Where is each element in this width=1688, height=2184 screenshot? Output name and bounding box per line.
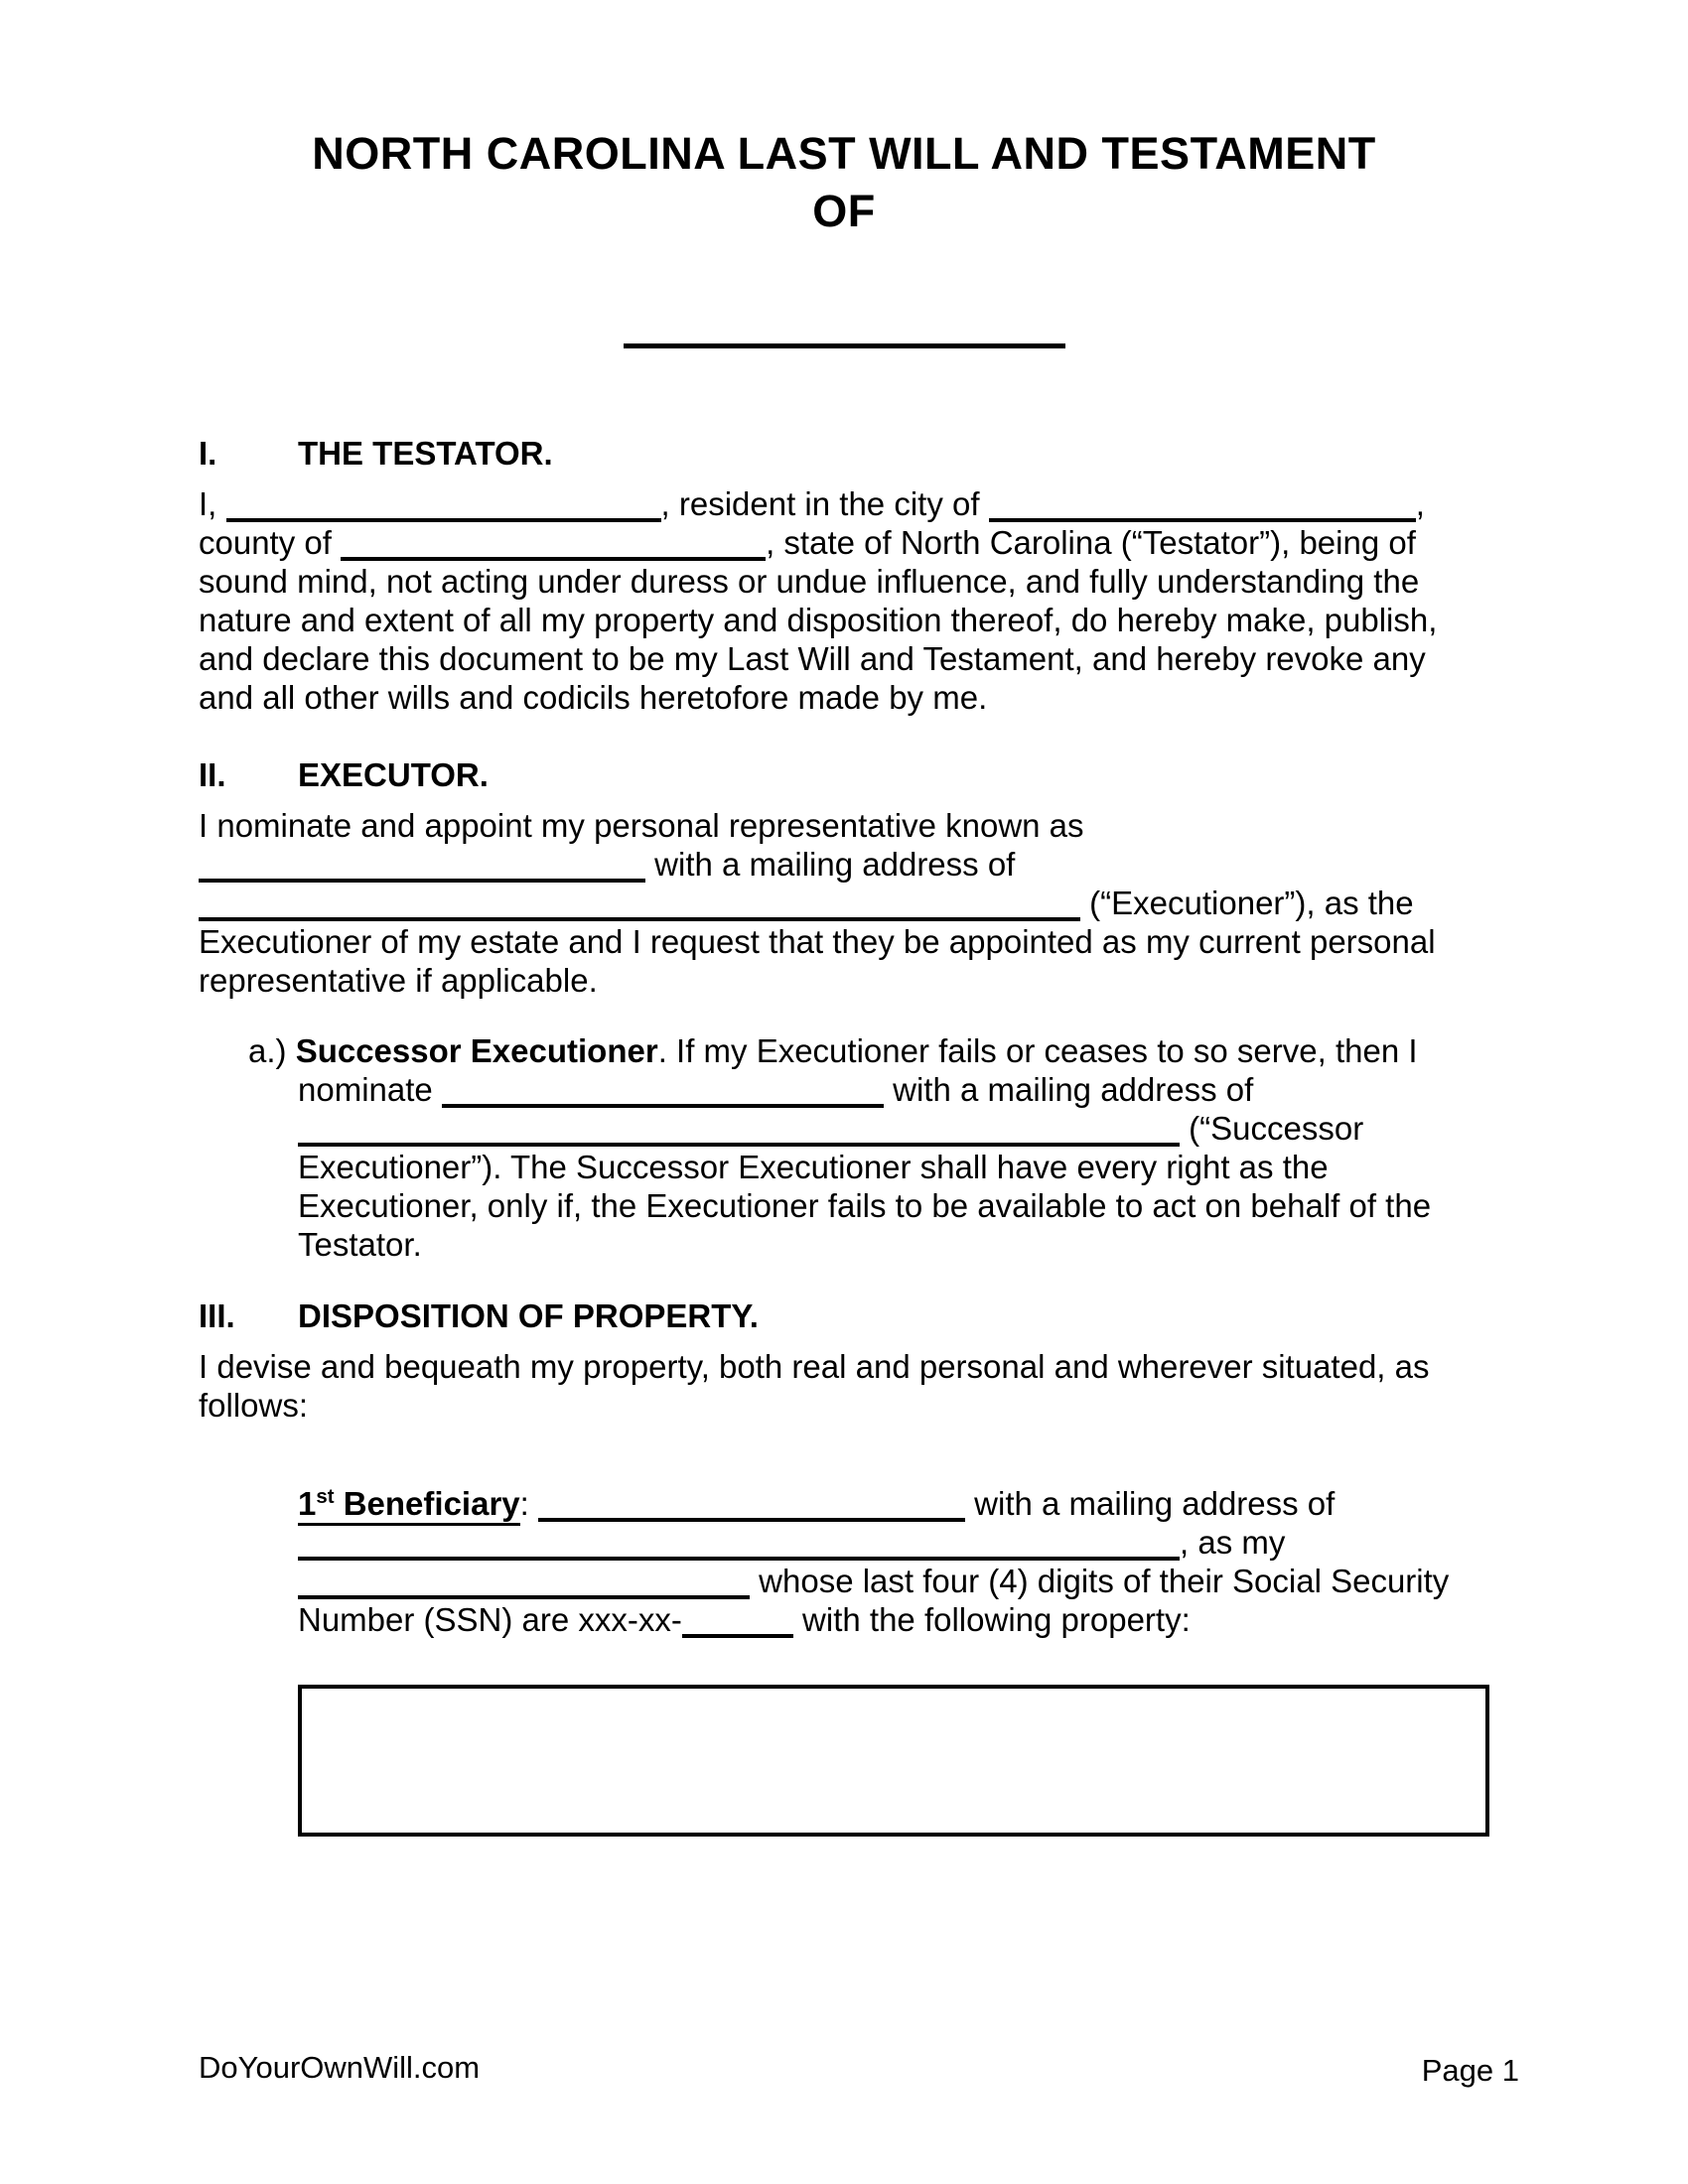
text-run: whose last four (4) digits of their Social Security [750, 1563, 1450, 1599]
title-line-1: NORTH CAROLINA LAST WILL AND TESTAMENT [312, 128, 1376, 179]
text-run: . If my Executioner fails or ceases to so serve, then I [657, 1032, 1418, 1069]
text-line [298, 1600, 1489, 1639]
text-line [199, 562, 1489, 601]
text-run: Executioner”). The Successor Executioner shall have every right as the [298, 1149, 1329, 1185]
text-run: : [519, 1485, 538, 1522]
text-run: I devise and bequeath my property, both real and personal and wherever situated, as [199, 1348, 1430, 1385]
footer-page-number: Page 1 [1421, 2053, 1519, 2088]
text-run: with a mailing address of [645, 846, 1016, 883]
section-heading-executor [199, 755, 1489, 794]
section-label: THE TESTATOR. [298, 435, 553, 472]
paragraph-disposition [199, 1347, 1489, 1425]
text-run: , as my [1180, 1524, 1286, 1561]
paragraph-first-beneficiary [199, 1484, 1489, 1639]
text-line [199, 845, 1489, 884]
blank-fill-in-field[interactable] [226, 488, 661, 522]
blank-fill-in-field[interactable] [341, 527, 766, 561]
paragraph-successor-executioner [199, 1031, 1489, 1264]
text-line [298, 1484, 1489, 1523]
text-run: Executioner of my estate and I request that they be appointed as my current personal [199, 923, 1436, 960]
section-number: I. [199, 435, 217, 472]
text-line [298, 1186, 1489, 1225]
blank-fill-in-field[interactable] [538, 1488, 965, 1522]
section-heading-testator [199, 434, 1489, 473]
text-run: and all other wills and codicils heretofore made by me. [199, 679, 988, 716]
text-line [199, 484, 1489, 523]
blank-fill-in-field[interactable] [298, 1527, 1180, 1561]
text-line [298, 1225, 1489, 1264]
section-heading-disposition [199, 1297, 1489, 1335]
text-line [199, 1347, 1489, 1386]
text-run: nature and extent of all my property and disposition thereof, do hereby make, publish, [199, 602, 1438, 638]
text-run: , state of North Carolina (“Testator”), being of [766, 524, 1416, 561]
text-run: sound mind, not acting under duress or undue influence, and fully understanding the [199, 563, 1420, 600]
text-line [199, 678, 1489, 717]
text-run: st [316, 1485, 335, 1508]
blank-fill-in-field[interactable] [298, 1566, 750, 1599]
section-number: II. [199, 756, 226, 793]
text-run: 1 [298, 1485, 317, 1522]
text-run: with a mailing address of [964, 1485, 1336, 1522]
text-run: Successor Executioner [295, 1032, 658, 1069]
text-run: county of [199, 524, 342, 561]
section-label: DISPOSITION OF PROPERTY. [298, 1297, 759, 1334]
title-line-2: OF [812, 186, 876, 236]
paragraph-testator [199, 484, 1489, 717]
text-run: Beneficiary [334, 1485, 520, 1522]
text-run: , resident in the city of [660, 485, 989, 522]
text-line [298, 1109, 1489, 1148]
text-run: with a mailing address of [883, 1071, 1254, 1108]
text-run: and declare this document to be my Last Will and Testament, and hereby revoke any [199, 640, 1426, 677]
text-run: Number (SSN) are xxx-xx- [298, 1601, 682, 1638]
blank-fill-in-field[interactable] [199, 887, 1080, 921]
text-line [298, 1070, 1489, 1109]
text-line [298, 1562, 1489, 1600]
text-run: (“Executioner”), as the [1080, 885, 1414, 921]
text-run: nominate [298, 1071, 442, 1108]
text-run: , [1415, 485, 1425, 522]
text-run: (“Successor [1180, 1110, 1364, 1147]
text-line [199, 639, 1489, 678]
text-line [199, 601, 1489, 639]
section-number: III. [199, 1297, 235, 1334]
text-line [199, 523, 1489, 562]
document-title [199, 125, 1489, 240]
blank-fill-in-field[interactable] [989, 488, 1416, 522]
text-run: a.) [248, 1032, 296, 1069]
text-run: I nominate and appoint my personal representative known as [199, 807, 1084, 844]
text-line [199, 922, 1489, 961]
text-line [298, 1523, 1489, 1562]
text-run: representative if applicable. [199, 962, 598, 999]
paragraph-executor [199, 806, 1489, 1000]
text-run: Executioner, only if, the Executioner fails to be available to act on behalf of the [298, 1187, 1432, 1224]
footer-site-name: DoYourOwnWill.com [199, 2050, 481, 2085]
document-content [199, 0, 1489, 1837]
underlined-text [298, 1485, 520, 1526]
blank-fill-in-field[interactable] [199, 849, 645, 883]
text-run: I, [199, 485, 226, 522]
blank-fill-in-field[interactable] [442, 1074, 884, 1108]
text-line [199, 806, 1489, 845]
text-line [248, 1031, 1489, 1070]
property-description-box[interactable] [298, 1685, 1489, 1837]
text-run: follows: [199, 1387, 309, 1424]
blank-fill-in-field[interactable] [682, 1604, 793, 1638]
text-line [199, 961, 1489, 1000]
blank-fill-in-field[interactable] [298, 1113, 1180, 1147]
testator-name-blank-field[interactable] [624, 343, 1065, 348]
text-run: with the following property: [792, 1601, 1191, 1638]
text-line [199, 884, 1489, 922]
text-line [199, 1386, 1489, 1425]
text-run: Testator. [298, 1226, 422, 1263]
text-line [298, 1148, 1489, 1186]
section-label: EXECUTOR. [298, 756, 489, 793]
